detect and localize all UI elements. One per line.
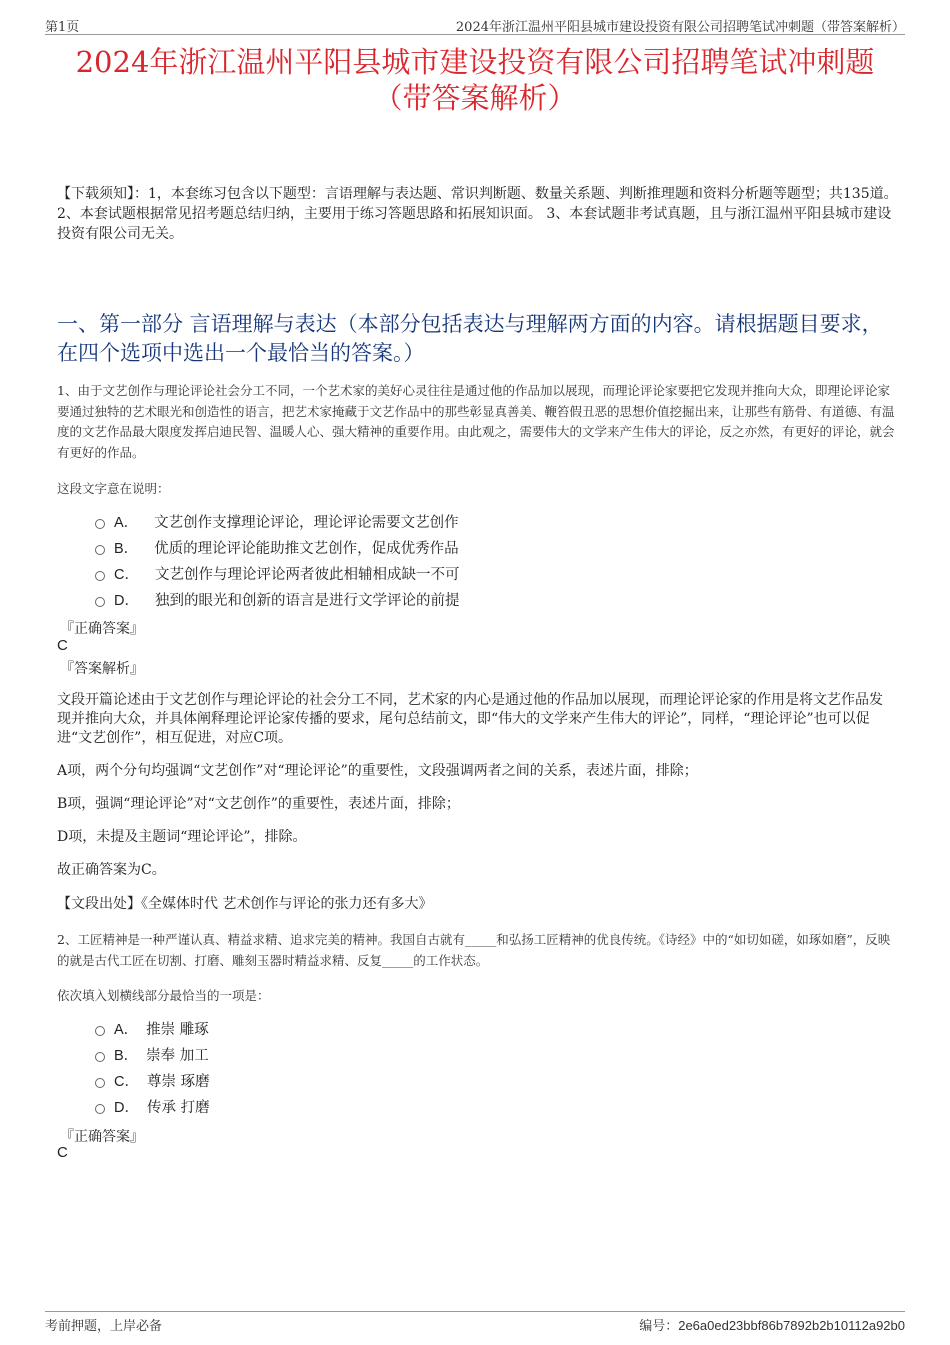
source-citation: 【文段出处】《全媒体时代 艺术创作与评论的张力还有多大》: [57, 896, 433, 912]
answer-label: 『正确答案』: [60, 1129, 144, 1145]
option-d[interactable]: D． 独到的眼光和创新的语言是进行文学评论的前提: [95, 586, 459, 612]
option-text: 传承 打磨: [146, 1099, 210, 1116]
download-notice: 【下载须知】：1，本套练习包含以下题型：言语理解与表达题、常识判断题、数量关系题、判断推理题和资料分析题等题型；共135道。 2、本套试题根据常见招考题总结归纳，主要用于练习答题思路和拓展知识面。 3、本套试题非考试真题，且与浙江温州平阳县城市建设投资有限公司无关。: [57, 186, 898, 242]
question-2-options: [95, 1015, 210, 1119]
option-d[interactable]: D． 传承 打磨: [95, 1093, 210, 1119]
option-a[interactable]: A． 推崇 雕琢: [95, 1015, 210, 1041]
section-heading: 一、第一部分 言语理解与表达（本部分包括表达与理解两方面的内容。请根据题目要求，在四个选项中选出一个最恰当的答案。）: [57, 312, 883, 365]
question-1-options: [95, 508, 459, 612]
option-text: 推崇 雕琢: [146, 1021, 209, 1038]
page-number: 第1页: [45, 20, 80, 35]
radio-icon[interactable]: [95, 597, 105, 607]
option-text: 独到的眼光和创新的语言是进行文学评论的前提: [154, 592, 460, 609]
radio-icon[interactable]: [95, 1026, 105, 1036]
question-2-prompt: 依次填入划横线部分最恰当的一项是：: [57, 988, 270, 1003]
option-text: 崇奉 加工: [146, 1047, 209, 1064]
radio-icon[interactable]: [95, 1052, 105, 1062]
analysis-paragraph: D项，未提及主题词“理论评论”，排除。: [57, 829, 307, 845]
option-a[interactable]: A． 文艺创作支撑理论评论，理论评论需要文艺创作: [95, 508, 459, 534]
analysis-paragraph: B项，强调“理论评论”对“文艺创作”的重要性，表述片面，排除；: [57, 796, 460, 812]
option-c[interactable]: C． 文艺创作与理论评论两者彼此相辅相成缺一不可: [95, 560, 459, 586]
answer-label: 『正确答案』: [60, 621, 144, 637]
header-doc-title: 2024年浙江温州平阳县城市建设投资有限公司招聘笔试冲刺题（带答案解析）: [455, 20, 905, 35]
option-text: 优质的理论评论能助推文艺创作，促成优秀作品: [154, 540, 459, 557]
option-c[interactable]: C． 尊崇 琢磨: [95, 1067, 210, 1093]
option-b[interactable]: B． 崇奉 加工: [95, 1041, 210, 1067]
option-text: 文艺创作支撑理论评论，理论评论需要文艺创作: [154, 514, 459, 531]
title-line-2: （带答案解析）: [373, 81, 577, 115]
option-b[interactable]: B． 优质的理论评论能助推文艺创作，促成优秀作品: [95, 534, 459, 560]
question-2-text: 2、工匠精神是一种严谨认真、精益求精、追求完美的精神。我国自古就有_____和弘扬工匠精神的优良传统。《诗经》中的“如切如磋，如琢如磨”，反映的就是古代工匠在切割、打磨、雕刻玉器时精益求精、反复_____的工作状态。: [57, 932, 891, 968]
radio-icon[interactable]: [95, 1078, 105, 1088]
footer-code-label: 编号：: [639, 1319, 679, 1334]
radio-icon[interactable]: [95, 1104, 105, 1114]
radio-icon[interactable]: [95, 571, 105, 581]
radio-icon[interactable]: [95, 545, 105, 555]
analysis-paragraph: A项，两个分句均强调“文艺创作”对“理论评论”的重要性，文段强调两者之间的关系，表述片面，排除；: [57, 763, 698, 779]
question-1-text: 1、由于文艺创作与理论评论社会分工不同，一个艺术家的美好心灵往往是通过他的作品加以展现，而理论评论家要把它发现并推向大众，即理论评论家要通过独特的艺术眼光和创造性的语言，把艺术家掩藏于文艺作品中的那些彰显真善美、鞭笞假丑恶的思想价值挖掘出来，让那些有筋骨、有道德、有温度的文艺作品最大限度发挥启迪民智、温暖人心、强大精神的重要作用。由此观之，需要伟大的文学来产生伟大的评论，反之亦然，有更好的评论，就会有更好的作品。: [57, 383, 895, 460]
answer-value: C: [57, 1144, 68, 1161]
page-footer: [45, 1311, 905, 1334]
document-title: [40, 44, 910, 116]
footer-code-value: 2e6a0ed23bbf86b7892b2b10112a92b0: [678, 1318, 905, 1333]
answer-value: C: [57, 637, 68, 654]
option-text: 文艺创作与理论评论两者彼此相辅相成缺一不可: [154, 566, 460, 583]
option-text: 尊崇 琢磨: [146, 1073, 210, 1090]
footer-code: [639, 1315, 905, 1334]
page-header: [45, 14, 905, 35]
footer-slogan: 考前押题，上岸必备: [45, 1319, 163, 1334]
title-line-1: 2024年浙江温州平阳县城市建设投资有限公司招聘笔试冲刺题: [75, 45, 875, 79]
analysis-paragraph: 故正确答案为C。: [57, 862, 166, 878]
analysis-label: 『答案解析』: [60, 661, 144, 677]
question-1-prompt: 这段文字意在说明：: [57, 481, 170, 496]
radio-icon[interactable]: [95, 519, 105, 529]
analysis-paragraph: 文段开篇论述由于文艺创作与理论评论的社会分工不同，艺术家的内心是通过他的作品加以展现，而理论评论家的作用是将文艺作品发现并推向大众，并具体阐释理论评论家传播的要求，尾句总结前文，即“伟大的文学来产生伟大的评论”，同样，“理论评论”也可以促进“文艺创作”，相互促进，对应C项。: [57, 692, 883, 746]
